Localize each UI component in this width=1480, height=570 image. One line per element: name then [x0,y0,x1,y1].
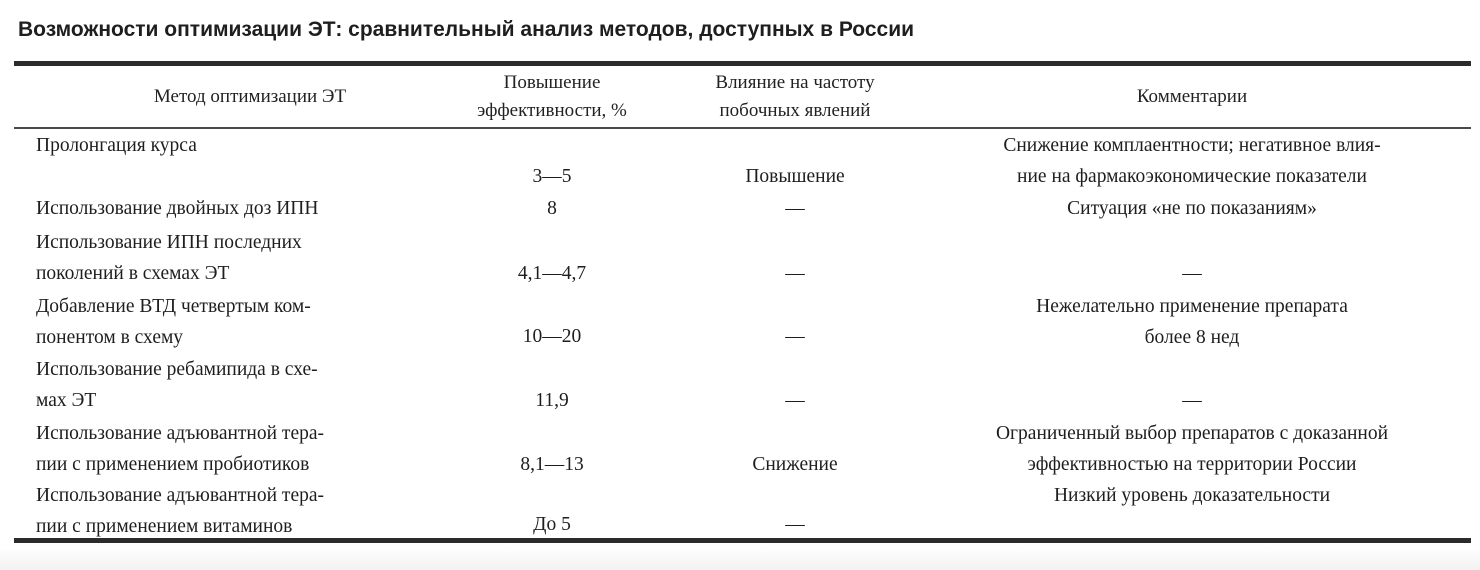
table-row-3-method [36,227,456,289]
header-side-effects-line2: побочных явлений [719,99,871,121]
table-row-4-side-effects: — [785,326,805,347]
table-row-5-comments [912,385,1472,416]
table-row-6-method [36,418,456,480]
table-row-4-efficiency: 10—20 [522,326,582,347]
table-row-1-method [36,130,456,161]
header-efficiency [432,66,672,127]
table-row-7-comments [912,480,1472,511]
row-6-method-line1: Использование адъювантной тера- [36,423,324,444]
table-bottom-rule [14,538,1471,543]
row-6-comments-line2: эффективностью на территории России [1027,454,1357,475]
table-row-7-efficiency: До 5 [533,514,571,535]
table-row-7-side-effects: — [785,514,805,535]
row-6-comments-line1: Ограниченный выбор препаратов с доказанной [995,423,1389,444]
table-row-4-method [36,291,456,353]
row-7-comments-line1: Низкий уровень доказательности [1053,485,1331,506]
row-7-method-line2: пии с применением витаминов [36,516,293,537]
table-row-2-comments [912,193,1472,224]
row-5-method-line2: мах ЭТ [36,390,97,411]
table-row-7-method [36,480,456,542]
header-comments [912,66,1472,127]
header-side-effects-line1: Влияние на частоту [715,71,875,93]
table-row-6-efficiency: 8,1—13 [520,454,584,475]
row-2-method-line1: Использование двойных доз ИПН [36,198,319,219]
row-6-method-line2: пии с применением пробиотиков [36,454,310,475]
row-2-comments-line1: Ситуация «не по показаниям» [1067,198,1317,219]
header-efficiency-line2: эффективности, % [477,99,627,121]
table-row-3-side-effects: — [785,263,805,284]
row-5-method-line1: Использование ребамипида в схе- [36,359,318,380]
table-row-5-method [36,354,456,416]
table-row-3-efficiency: 4,1—4,7 [517,263,587,284]
row-3-comments-line1: — [1182,263,1202,284]
table-row-1-efficiency: 3—5 [532,166,572,187]
row-1-method-line1: Пролонгация курса [36,135,197,156]
header-rule [14,127,1471,129]
table-row-3-comments [912,258,1472,289]
table-title: Возможности оптимизации ЭТ: сравнительный анализ методов, доступных в России [18,18,915,41]
table-row-6-comments [912,418,1472,480]
table-row-5-efficiency: 11,9 [535,390,569,411]
row-4-method-line1: Добавление ВТД четвертым ком- [36,296,311,317]
table-row-1-comments [912,130,1472,192]
page-bottom-shade [0,547,1480,570]
header-side-effects [680,66,910,127]
table-row-2-method [36,193,456,224]
table-row-6-side-effects: Снижение [752,454,838,475]
table-row-2-efficiency: 8 [547,198,557,219]
table-row-5-side-effects: — [785,390,805,411]
header-comments-label: Комментарии [1136,85,1248,107]
table-row-1-side-effects: Повышение [745,166,845,187]
row-1-comments-line1: Снижение комплаентности; негативное влия- [1003,135,1381,156]
row-4-comments-line1: Нежелательно применение препарата [1036,296,1348,317]
row-5-comments-line1: — [1182,390,1202,411]
row-4-comments-line2: более 8 нед [1144,327,1240,348]
row-7-method-line1: Использование адъювантной тера- [36,485,324,506]
table-row-4-comments [912,291,1472,353]
table-row-2-side-effects: — [785,198,805,219]
row-1-comments-line2: ние на фармакоэкономические показатели [1017,166,1367,187]
row-3-method-line2: поколений в схемах ЭТ [36,263,230,284]
row-4-method-line2: понентом в схему [36,327,184,348]
header-method-label: Метод оптимизации ЭТ [153,85,347,107]
row-3-method-line1: Использование ИПН последних [36,232,302,253]
header-method [40,66,460,127]
header-efficiency-line1: Повышение [503,71,601,93]
